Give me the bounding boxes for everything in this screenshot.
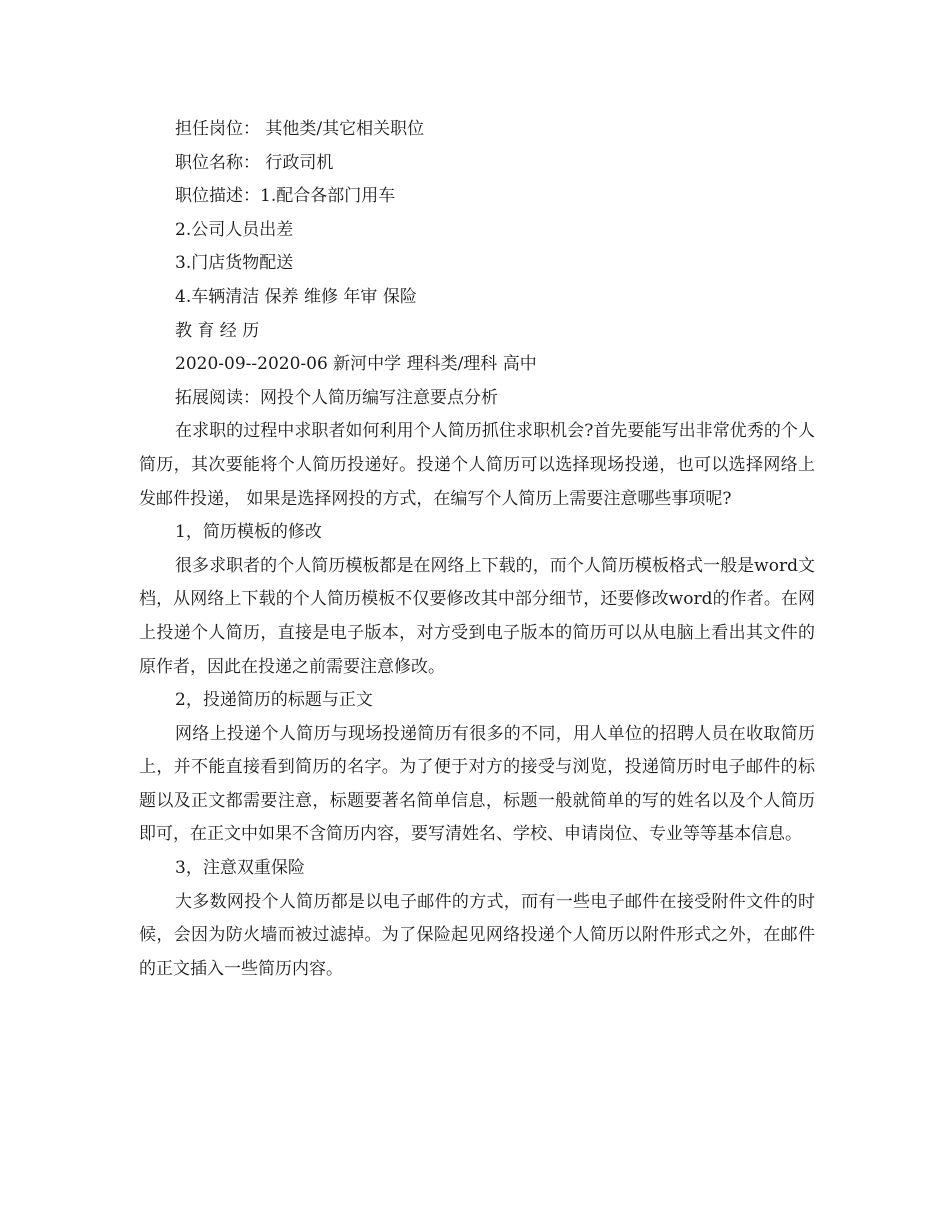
section-body: 大多数网投个人简历都是以电子邮件的方式，而有一些电子邮件在接受附件文件的时候，会因为防火墙而被过滤掉。为了保险起见网络投递个人简历以附件形式之外，在邮件的正文插入一些简历内容。 [139,891,815,979]
education-heading: 教 育 经 历 [175,320,260,341]
extended-reading-title: 拓展阅读：网投个人简历编写注意要点分析 [175,387,498,408]
section-heading: 3，注意双重保险 [175,858,305,879]
section-body: 很多求职者的个人简历模板都是在网络上下载的，而个人简历模板格式一般是word文档，从网络上下载的个人简历模板不仅要修改其中部分细节，还要修改word的作者。在网上投递个人简历，直接是电子版本，对方受到电子版本的简历可以从电脑上看出其文件的原作者，因此在投递之前需要注意修改。 [139,555,815,677]
position-line: 担任岗位： 其他类/其它相关职位 [175,119,425,139]
document-body [139,113,815,986]
job-description-line: 职位描述：1.配合各部门用车 [175,186,396,207]
section-body: 网络上投递个人简历与现场投递简历有很多的不同，用人单位的招聘人员在收取简历上，并不能直接看到简历的名字。为了便于对方的接受与浏览，投递简历时电子邮件的标题以及正文都需要注意，标题要著名简单信息，标题一般就简单的写的姓名以及个人简历即可，在正文中如果不含简历内容，要写清姓名、学校、申请岗位、专业等等基本信息。 [139,723,815,845]
section-heading: 2，投递简历的标题与正文 [175,690,373,711]
job-title-line: 职位名称： 行政司机 [175,152,334,173]
section-heading: 1，简历模板的修改 [175,522,322,543]
intro-paragraph: 在求职的过程中求职者如何利用个人简历抓住求职机会?首先要能写出非常优秀的个人简历，其次要能将个人简历投递好。投递个人简历可以选择现场投递，也可以选择网络上发邮件投递， 如果是选择网投的方式，在编写个人简历上需要注意哪些事项呢? [139,421,815,509]
education-entry: 2020-09--2020-06 新河中学 理科类/理科 高中 [175,354,537,375]
duty-item: 4.车辆清洁 保养 维修 年审 保险 [175,286,417,307]
duty-item: 2.公司人员出差 [175,219,294,240]
duty-item: 3.门店货物配送 [175,253,294,274]
